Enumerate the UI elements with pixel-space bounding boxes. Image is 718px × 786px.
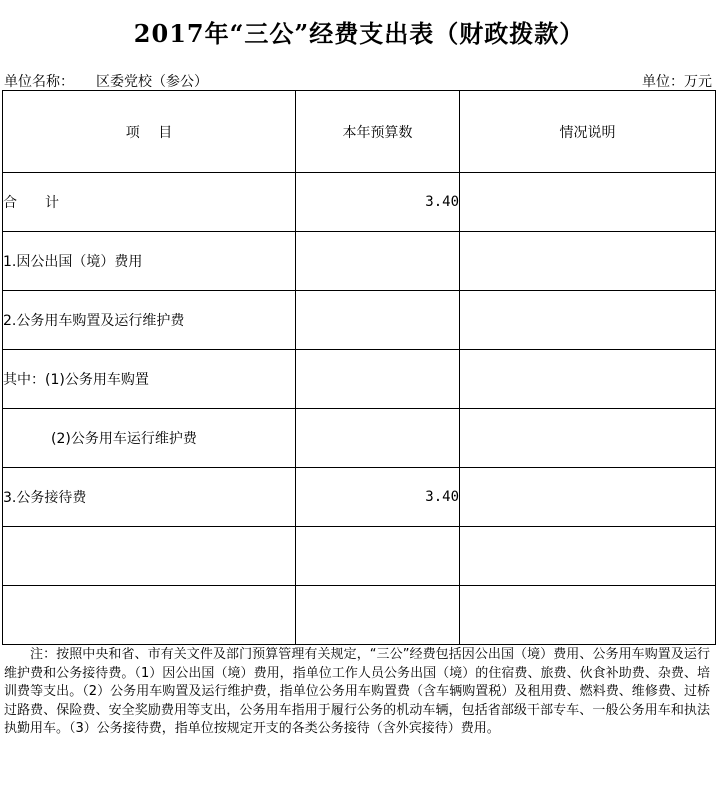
row-note bbox=[460, 527, 716, 586]
row-note bbox=[460, 173, 716, 232]
table-row bbox=[3, 232, 716, 291]
table-row bbox=[3, 468, 716, 527]
row-note bbox=[460, 291, 716, 350]
row-note bbox=[460, 409, 716, 468]
row-budget bbox=[296, 350, 460, 409]
footnote: 注：按照中央和省、市有关文件及部门预算管理有关规定，“三公”经费包括因公出国（境）费用、公务用车购置及运行维护费和公务接待费。（1）因公出国（境）费用，指单位工作人员公务出国（境）的住宿费、旅费、伙食补助费、杂费、培训费等支出。（2）公务用车购置及运行维护费，指单位公务用车购置费（含车辆购置税）及租用费、燃料费、维修费、过桥过路费、保险费、安全奖励费用等支出，公务用车指用于履行公务的机动车辆，包括省部级干部专车、一般公务用车和执法执勤用车。（3）公务接待费，指单位按规定开支的各类公务接待（含外宾接待）费用。 bbox=[4, 647, 710, 736]
row-label: 2.公务用车购置及运行维护费 bbox=[3, 291, 296, 350]
expense-table bbox=[2, 90, 716, 645]
row-label: 合 计 bbox=[3, 173, 296, 232]
unit-label: 单位：万元 bbox=[642, 74, 712, 90]
row-label: (2)公务用车运行维护费 bbox=[3, 409, 296, 468]
row-budget: 3.40 bbox=[296, 468, 460, 527]
row-budget bbox=[296, 232, 460, 291]
row-budget: 3.40 bbox=[296, 173, 460, 232]
header-budget: 本年预算数 bbox=[296, 91, 460, 173]
table-header-row bbox=[3, 91, 716, 173]
header-notes: 情况说明 bbox=[460, 91, 716, 173]
unit-name-label: 单位名称： bbox=[4, 74, 74, 90]
row-label: 3.公务接待费 bbox=[3, 468, 296, 527]
header-item: 项 目 bbox=[3, 91, 296, 173]
table-row bbox=[3, 409, 716, 468]
unit-name bbox=[4, 71, 208, 91]
table-row-total bbox=[3, 173, 716, 232]
row-label: 其中：(1)公务用车购置 bbox=[3, 350, 296, 409]
page-title: 2017年“三公”经费支出表（财政拨款） bbox=[133, 19, 585, 48]
table-row bbox=[3, 350, 716, 409]
row-note bbox=[460, 468, 716, 527]
row-note bbox=[460, 350, 716, 409]
unit-name-value: 区委党校（参公） bbox=[96, 74, 208, 90]
row-budget bbox=[296, 291, 460, 350]
row-label bbox=[3, 527, 296, 586]
row-budget bbox=[296, 409, 460, 468]
row-note bbox=[460, 586, 716, 645]
row-label: 1.因公出国（境）费用 bbox=[3, 232, 296, 291]
table-row-empty bbox=[3, 586, 716, 645]
row-budget bbox=[296, 527, 460, 586]
row-note bbox=[460, 232, 716, 291]
table-row-empty bbox=[3, 527, 716, 586]
table-row bbox=[3, 291, 716, 350]
row-label bbox=[3, 586, 296, 645]
row-budget bbox=[296, 586, 460, 645]
